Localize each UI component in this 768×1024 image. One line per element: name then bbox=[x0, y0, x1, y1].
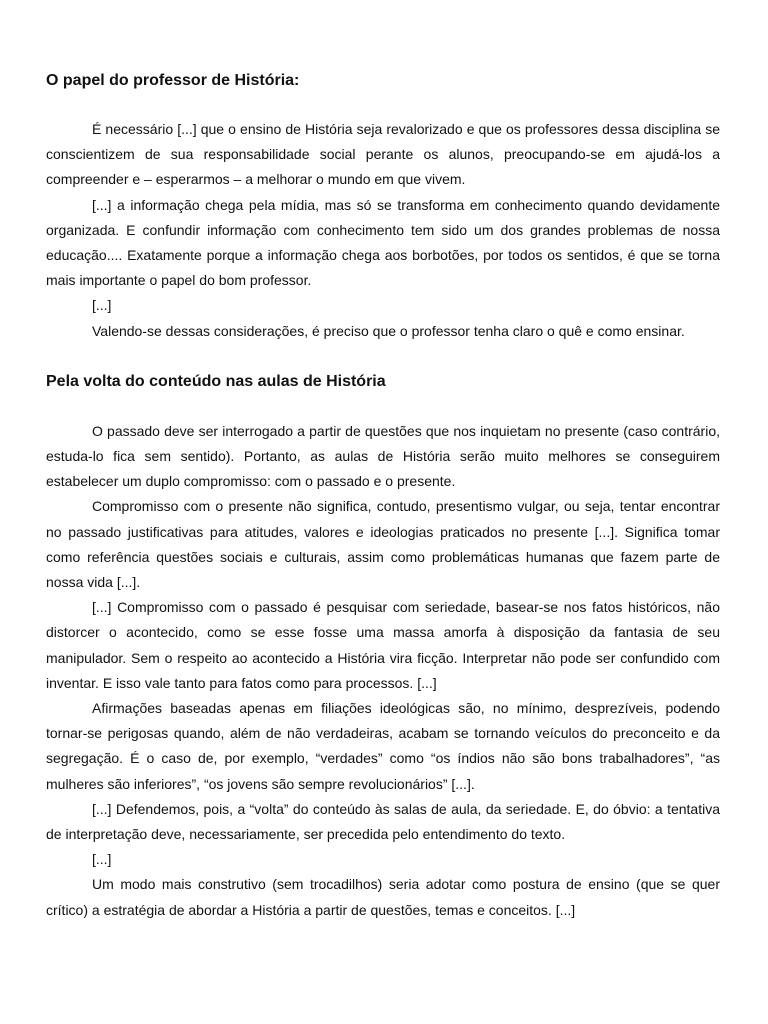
section-title: Pela volta do conteúdo nas aulas de História bbox=[46, 372, 386, 390]
paragraph: [...] a informação chega pela mídia, mas só se transforma em conhecimento quando devidamente organizada. E confundir informação com conhecimento tem sido um dos grandes problemas de nossa educação.... Exatamente porque a informação chega aos borbotões, por todos os sentidos, é que se torna mais importante o papel do bom professor. bbox=[46, 196, 720, 289]
document-page bbox=[46, 70, 720, 923]
paragraph: [...] Compromisso com o passado é pesquisar com seriedade, basear-se nos fatos históricos, não distorcer o acontecido, como se esse fosse uma massa amorfa à disposição da fantasia de seu manipulador. Sem o respeito ao acontecido a História vira ficção. Interpretar não pode ser confundido com inventar. E isso vale tanto para fatos como para processos. [...] bbox=[46, 599, 720, 691]
paragraph: É necessário [...] que o ensino de História seja revalorizado e que os professores dessa disciplina se conscientizem de sua responsabilidade social perante os alunos, preocupando-se em ajudá-los a compreender e – esperarmos – a melhorar o mundo em que vivem. bbox=[46, 121, 720, 188]
paragraph: [...] bbox=[92, 851, 112, 868]
paragraph: Valendo-se dessas considerações, é preciso que o professor tenha claro o quê e como ensinar. bbox=[92, 322, 685, 339]
paragraph: [...] bbox=[92, 297, 112, 314]
paragraph: Um modo mais construtivo (sem trocadilhos) seria adotar como postura de ensino (que se quer crítico) a estratégia de abordar a História a partir de questões, temas e conceitos. [...] bbox=[46, 876, 720, 918]
paragraph: O passado deve ser interrogado a partir de questões que nos inquietam no presente (caso contrário, estuda-lo fica sem sentido). Portanto, as aulas de História serão muito melhores se conseguirem estabelecer um duplo compromisso: com o passado e o presente. bbox=[46, 422, 720, 490]
paragraph: Compromisso com o presente não significa, contudo, presentismo vulgar, ou seja, tentar encontrar no passado justificativas para atitudes, valores e ideologias praticados no presente [...]. Significa tomar como referência questões sociais e culturais, assim como problemáticas humanas que fazem parte de nossa vida [...]. bbox=[46, 498, 720, 591]
section-title: O papel do professor de História: bbox=[46, 72, 300, 89]
paragraph: [...] Defendemos, pois, a “volta” do conteúdo às salas de aula, da seriedade. E, do óbvio: a tentativa de interpretação deve, necessariamente, ser precedida pelo entendimento do texto. bbox=[46, 800, 720, 843]
paragraph: Afirmações baseadas apenas em filiações ideológicas são, no mínimo, desprezíveis, podendo tornar-se perigosas quando, além de não verdadeiras, acabam se tornando veículos do preconceito e da segregação. É o caso de, por exemplo, “verdades” como “os índios não são bons trabalhadores”, “as mulheres são inferiores”, “os jovens são sempre revolucionários” [...]. bbox=[46, 700, 720, 792]
